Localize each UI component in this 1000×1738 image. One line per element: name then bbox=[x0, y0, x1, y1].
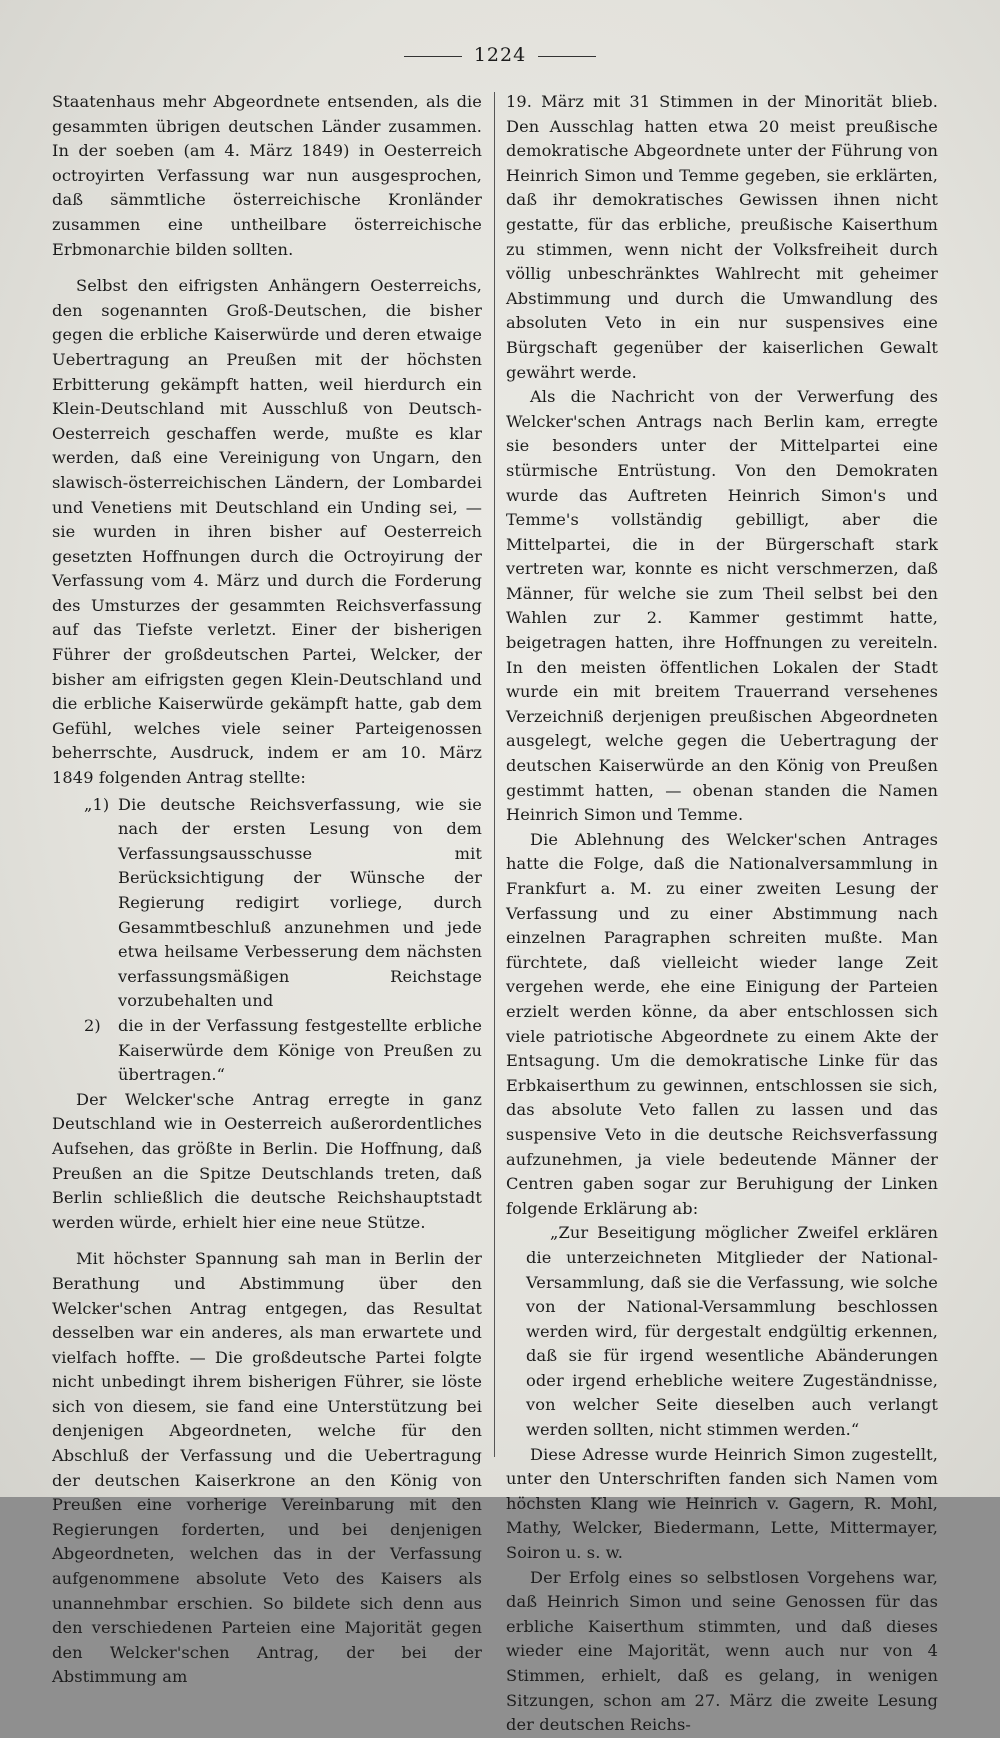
paragraph-gap bbox=[52, 1235, 482, 1247]
paragraph: Der Welcker'sche Antrag erregte in ganz Deutschland wie in Oesterreich außerordentliches Aufsehen, das größte in Berlin. Die Hoffnung, daß Preußen an die Spitze Deutschlands treten, daß Berlin schließlich die deutsche Reichshauptstadt werden würde, erhielt hier eine neue Stütze. bbox=[52, 1089, 482, 1232]
paragraph: Staatenhaus mehr Abgeordnete entsenden, als die gesammten übrigen deutschen Länder zusammen. In der soeben (am 4. März 1849) in Oesterreich octroyirten Verfassung war nun ausgesprochen, daß sämmtliche österreichische Kronländer zusammen eine untheilbare österreichische Erbmonarchie bilden sollten. bbox=[52, 92, 482, 259]
list-item-text: Die deutsche Reichsverfassung, wie sie nach der ersten Lesung von dem Verfassungsausschusse mit Berücksichtigung der Wünsche der Regierung redigirt vorliege, durch Gesammtbeschluß anzunehmen und jede etwa heilsame Verbesserung dem nächsten verfassungsmäßigen Reichstage vorzubehalten und bbox=[118, 794, 482, 1011]
paragraph: Selbst den eifrigsten Anhängern Oesterreichs, den sogenannten Groß-Deutschen, die bisher gegen die erbliche Kaiserwürde und deren etwaige Uebertragung an Preußen mit der höchsten Erbitterung gekämpft hatten, weil hierdurch ein Klein-Deutschland mit Ausschluß von Deutsch-Oesterreich geschaffen werde, mußte es klar werden, daß eine Vereinigung von Ungarn, den slawisch-österreichischen Ländern, der Lombardei und Venetiens mit Deutschland ein Unding sei, — sie wurden in ihren bisher auf Oesterreich gesetzten Hoffnungen durch die Octroyirung der Verfassung vom 4. März und durch die Forderung des Umsturzes der gesammten Reichsverfassung auf das Tiefste verletzt. Einer der bisherigen Führer der großdeutschen Partei, Welcker, der bisher am eifrigsten gegen Klein-Deutschland und die erbliche Kaiserwürde gekämpft hatte, gab dem Gefühl, welches viele seiner Parteigenossen beherrschte, Ausdruck, indem er am 10. März 1849 folgenden Antrag stellte: bbox=[52, 276, 482, 788]
list-item-number: 2) bbox=[84, 1015, 101, 1035]
header-rule-left bbox=[404, 56, 462, 57]
header-rule-right bbox=[538, 56, 596, 57]
column-divider bbox=[494, 92, 495, 1457]
paragraph: Als die Nachricht von der Verwerfung des Welcker'schen Antrags nach Berlin kam, erregte sie besonders unter der Mittelpartei eine stürmische Entrüstung. Von den Demokraten wurde das Auftreten Heinrich Simon's und Temme's vollständig gebilligt, aber die Mittelpartei, die in der Bürgerschaft stark vertreten war, konnte es nicht verschmerzen, daß Männer, für welche sie zum Theil selbst bei den Wahlen zur 2. Kammer gestimmt hatte, beigetragen hatten, ihre Hoffnungen zu vereiteln. In den meisten öffentlichen Lokalen der Stadt wurde ein mit breitem Trauerrand versehenes Verzeichniß derjenigen preußischen Abgeordneten ausgelegt, welche gegen die Uebertragung der deutschen Kaiserwürde an den König von Preußen gestimmt hatten, — obenan standen die Namen Heinrich Simon und Temme. bbox=[506, 387, 938, 825]
page-number: 1224 bbox=[473, 44, 527, 66]
left-column bbox=[52, 90, 482, 1690]
list-item-number: „1) bbox=[84, 794, 110, 814]
block-quote: „Zur Beseitigung möglicher Zweifel erklären die unterzeichneten Mitglieder der National-Versammlung, daß sie die Verfassung, wie solche von der National-Versammlung beschlossen werden wird, für dergestalt endgültig erkennen, daß sie für irgend wesentliche Abänderungen oder irgend erhebliche weitere Zugeständnisse, von welcher Seite dieselben auch verlangt werden sollten, nicht stimmen werden.“ bbox=[526, 1223, 938, 1440]
paragraph: Diese Adresse wurde Heinrich Simon zugestellt, unter den Unterschriften fanden sich Namen vom höchsten Klang wie Heinrich v. Gagern, R. Mohl, Mathy, Welcker, Biedermann, Lette, Mittermayer, Soiron u. s. w. bbox=[506, 1444, 938, 1563]
paragraph-gap bbox=[52, 262, 482, 274]
motion-list bbox=[52, 793, 482, 1088]
list-item bbox=[52, 793, 482, 1014]
paragraph: Die Ablehnung des Welcker'schen Antrages hatte die Folge, daß die Nationalversammlung in Frankfurt a. M. zu einer zweiten Lesung der Verfassung und zu einer Abstimmung nach einzelnen Paragraphen schreiten mußte. Man fürchtete, daß vielleicht wieder lange Zeit vergehen werde, ehe eine Einigung der Parteien erzielt werden könne, da aber entschlossen sich viele patriotische Abgeordnete zu einem Akte der Entsagung. Um die demokratische Linke für das Erbkaiserthum zu gewinnen, entschlossen sie sich, das absolute Veto fallen zu lassen und das suspensive Veto in die deutsche Reichsverfassung aufzunehmen, ja viele bedeutende Männer der Centren gaben sogar zur Beruhigung der Linken folgende Erklärung ab: bbox=[506, 829, 938, 1218]
list-item bbox=[52, 1014, 482, 1088]
list-item-text: die in der Verfassung festgestellte erbliche Kaiserwürde dem Könige von Preußen zu übertragen.“ bbox=[118, 1015, 482, 1085]
paragraph: Mit höchster Spannung sah man in Berlin der Berathung und Abstimmung über den Welcker'schen Antrag entgegen, das Resultat desselben war ein anderes, als man erwartete und vielfach hoffte. — Die großdeutsche Partei folgte nicht unbedingt ihrem bisherigen Führer, sie löste sich von diesem, sie fand eine Unterstützung bei denjenigen Abgeordneten, welche für den Abschluß der Verfassung und die Uebertragung der deutschen Kaiserkrone an den König von Preußen eine vorherige Vereinbarung mit den Regierungen forderten, und bei denjenigen Abgeordneten, welchen das in der Verfassung aufgenommene absolute Veto des Kaisers als unannehmbar erschien. So bildete sich denn aus den verschiedenen Parteien eine Majorität gegen den Welcker'schen Antrag, der bei der Abstimmung am bbox=[52, 1249, 482, 1687]
paragraph: 19. März mit 31 Stimmen in der Minorität blieb. Den Ausschlag hatten etwa 20 meist preußische demokratische Abgeordnete unter der Führung von Heinrich Simon und Temme gegeben, sie erklärten, daß ihr demokratisches Gewissen ihnen nicht gestatte, für das erbliche, preußische Kaiserthum zu stimmen, wenn nicht der Volksfreiheit durch völlig unbeschränktes Wahlrecht mit geheimer Abstimmung und durch die Umwandlung des absoluten Veto in ein nur suspensives eine Bürgschaft gegenüber der kaiserlichen Gewalt gewährt werde. bbox=[506, 92, 938, 382]
right-column bbox=[506, 90, 938, 1738]
paragraph: Der Erfolg eines so selbstlosen Vorgehens war, daß Heinrich Simon und seine Genossen für das erbliche Kaiserthum stimmten, und daß dieses wieder eine Majorität, wenn auch nur von 4 Stimmen, erhielt, daß es gelang, in wenigen Sitzungen, schon am 27. März die zweite Lesung der deutschen Reichs- bbox=[506, 1567, 938, 1735]
page-header bbox=[0, 44, 1000, 66]
